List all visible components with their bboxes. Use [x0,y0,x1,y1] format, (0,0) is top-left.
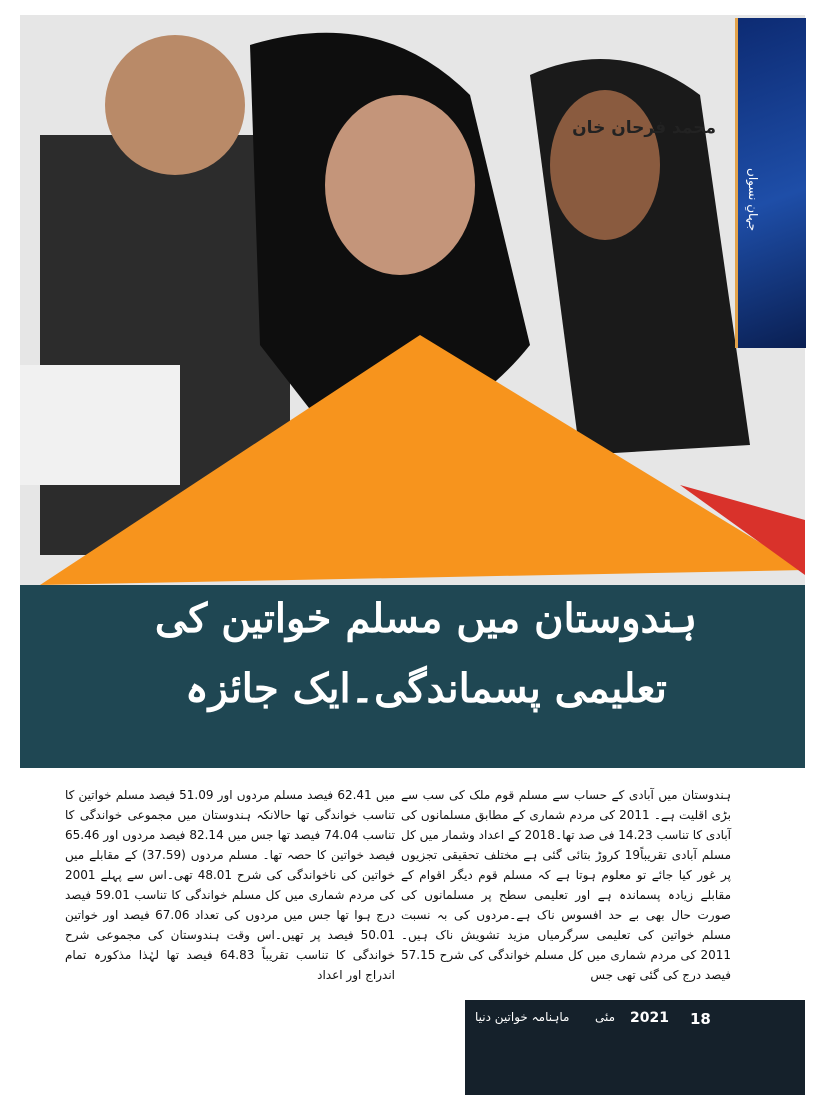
headline-line-2: تعلیمی پسماندگی۔ایک جائزہ [185,665,667,712]
author-name: محمد فرحان خان [572,118,716,138]
section-tab-label: جہانِ نسواں [746,168,760,232]
photo-illustration [20,15,805,615]
issue-month: مئی [595,1010,616,1024]
section-tab [735,18,806,348]
header-photo [20,15,805,615]
issue-year: 2021 [630,1010,669,1026]
page-number: 18 [690,1010,711,1028]
body-column-right: ہندوستان میں آبادی کے حساب سے مسلم قوم ملک کی سب سے بڑی اقلیت ہے۔ 2011 کی مردم شماری کے مطابق مسلمانوں کی آبادی کا تناسب 14.23 فی صد تھا۔2018 کے اعداد وشمار میں کل مسلم آبادی تقریباً19 کروڑ بتائی گئی ہے مختلف تحقیقی تجزیوں پر غور کیا جائے تو معلوم ہوتا ہے کہ مسلم قوم دیگر اقوام کے مقابلے زیادہ پسماندہ ہے اور تعلیمی سطح پر مسلمانوں کی صورت حال بھی بے حد افسوس ناک ہے۔مردوں کی بہ نسبت مسلم خواتین کی تعلیمی سرگرمیاں مزید تشویش ناک ہیں۔2011 کی مردم شماری میں کل مسلم خواندگی کی شرح 57.15 فیصد درج کی گئی تھی جس [401,788,732,982]
magazine-name: ماہنامہ خواتین دنیا [475,1010,570,1024]
headline-line-1: ہندوستان میں مسلم خواتین کی [154,595,698,642]
body-column-left: میں 62.41 فیصد مسلم مردوں اور 51.09 فیصد مسلم خواتین کا تناسب خواندگی تھا حالانکہ ہندوستان میں مجموعی خواندگی کا تناسب 74.04 فیصد تھا جس میں 82.14 فیصد مردوں اور 65.46 فیصد خواتین کا حصہ تھا۔ مسلم مردوں (37.59) کے مقابلے میں خواتین کی ناخواندگی کی شرح 48.01 تھی۔اس سے پہلے 2001 کی مردم شماری میں کل مسلم خواندگی کا تناسب 59.01 فیصد درج ہوا تھا جس میں مردوں کی تعداد 67.06 فیصد اور خواتین 50.01 فیصد پر تھیں۔اس وقت ہندوستان کی مجموعی شرح خواندگی کا تناسب تقریباً 64.83 فیصد تھا لہٰذا مذکورہ تمام اندراج اور اعداد [65,788,396,982]
